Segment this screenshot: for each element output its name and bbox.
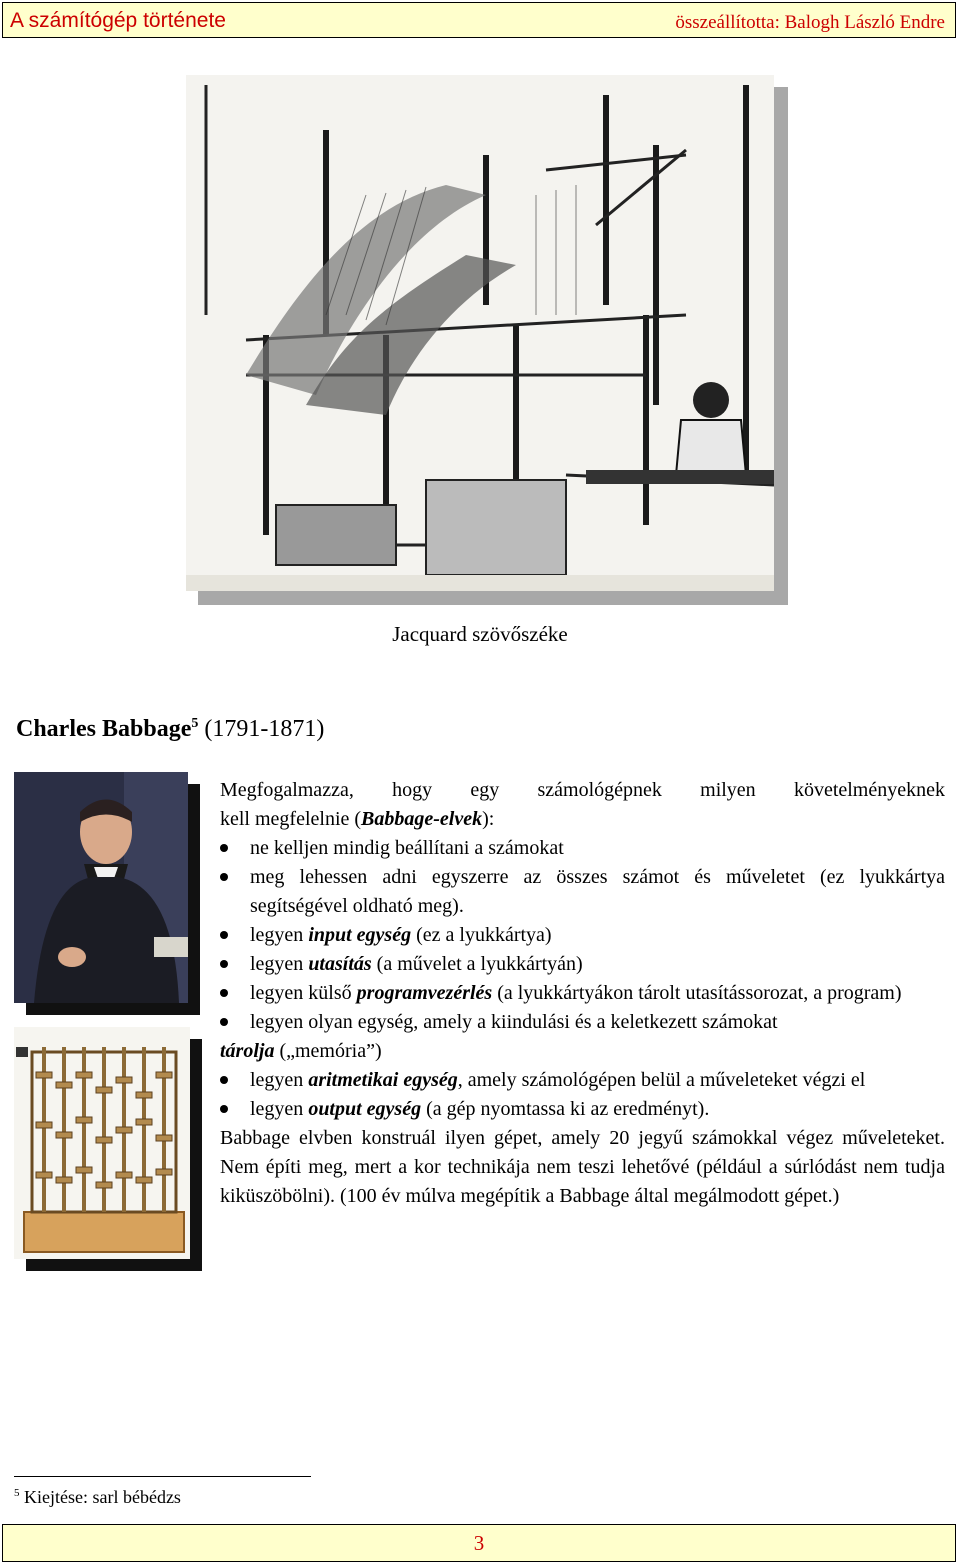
footnote-number: 5 — [14, 1487, 20, 1499]
page-number: 3 — [473, 1531, 485, 1555]
babbage-portrait-figure — [14, 772, 194, 1017]
item-text: , amely számológépen belül a műveleteket végzi el — [457, 1069, 866, 1091]
item-text: (a gép nyomtassa ki az eredményt). — [421, 1098, 710, 1120]
babbage-principles-term: Babbage-elvek — [361, 808, 483, 830]
bullet-icon — [220, 873, 228, 881]
memory-term: tárolja — [220, 1040, 275, 1062]
item-text: (a művelet a lyukkártyán) — [371, 953, 583, 975]
figure-caption: Jacquard szövőszéke — [392, 622, 568, 646]
header-title: A számítógép története — [10, 9, 226, 32]
item-term: aritmetikai egység — [308, 1069, 458, 1091]
item-term: utasítás — [308, 953, 372, 975]
item-text: legyen olyan egység, amely a kiindulási és a keletkezett számokat — [250, 1011, 778, 1033]
section-name: Charles Babbage — [16, 716, 192, 742]
item-text: ne kelljen mindig beállítani a számokat — [250, 837, 564, 859]
jacquard-loom-image — [186, 75, 774, 591]
bullet-icon — [220, 844, 228, 852]
babbage-portrait-image — [14, 772, 188, 1003]
item-term: input egység — [308, 924, 412, 946]
intro-line: Megfogalmazza, hogy egy számológépnek milyen követelményeknek — [220, 779, 945, 801]
list-item — [220, 1066, 945, 1095]
memory-text: („memória”) — [274, 1040, 382, 1062]
header-author: összeállította: Balogh László Endre — [675, 12, 945, 33]
item-text: legyen külső — [250, 982, 357, 1004]
section-years: (1791-1871) — [204, 716, 325, 742]
footnote — [14, 1487, 181, 1508]
footnote-text: Kiejtése: sarl bébédzs — [19, 1487, 181, 1507]
item-text: legyen — [250, 924, 309, 946]
list-item — [220, 979, 945, 1008]
page-footer — [2, 1524, 956, 1562]
list-item — [220, 863, 945, 921]
item-term: output egység — [308, 1098, 422, 1120]
list-item — [220, 834, 945, 863]
item-text: legyen — [250, 953, 309, 975]
item-text: meg lehessen adni egyszerre az összes számot és műveletet (ez lyukkártya segítségével oldható meg). — [250, 866, 945, 917]
bullet-icon — [220, 989, 228, 997]
bullet-icon — [220, 960, 228, 968]
intro-line-2 — [220, 805, 945, 834]
item-text: (ez a lyukkártya) — [411, 924, 552, 946]
bullet-icon — [220, 1076, 228, 1084]
list-item — [220, 1008, 945, 1037]
jacquard-loom-figure — [186, 75, 788, 605]
item-term: programvezérlés — [356, 982, 493, 1004]
bullet-icon — [220, 1105, 228, 1113]
requirements-list-cont — [220, 1066, 945, 1124]
babbage-text — [220, 776, 945, 1211]
difference-engine-image — [14, 1027, 190, 1259]
difference-engine-figure — [14, 1027, 204, 1272]
list-item — [220, 1095, 945, 1124]
bullet-icon — [220, 1018, 228, 1026]
bullet-icon — [220, 931, 228, 939]
page-header — [2, 2, 956, 38]
item-text: (a lyukkártyákon tárolt utasítássorozat, a program) — [492, 982, 902, 1004]
list-item — [220, 950, 945, 979]
item-text: legyen — [250, 1069, 309, 1091]
requirements-list — [220, 834, 945, 1037]
memory-line — [220, 1037, 945, 1066]
intro-text: kell megfelelnie ( — [220, 808, 362, 830]
item-text: legyen — [250, 1098, 309, 1120]
closing-paragraph: Babbage elvben konstruál ilyen gépet, amely 20 jegyű számokkal végez műveleteket. Nem építi meg, mert a kor technikája nem teszi lehetővé (például a súrlódást nem tudja kiküszöbölni). (100 év múlva megépítik a Babbage által megálmodott gépet.) — [220, 1127, 945, 1207]
footnote-ref: 5 — [191, 716, 199, 731]
list-item — [220, 921, 945, 950]
intro-text-end: ): — [482, 808, 495, 830]
section-title — [16, 716, 324, 743]
footnote-rule — [14, 1476, 311, 1477]
